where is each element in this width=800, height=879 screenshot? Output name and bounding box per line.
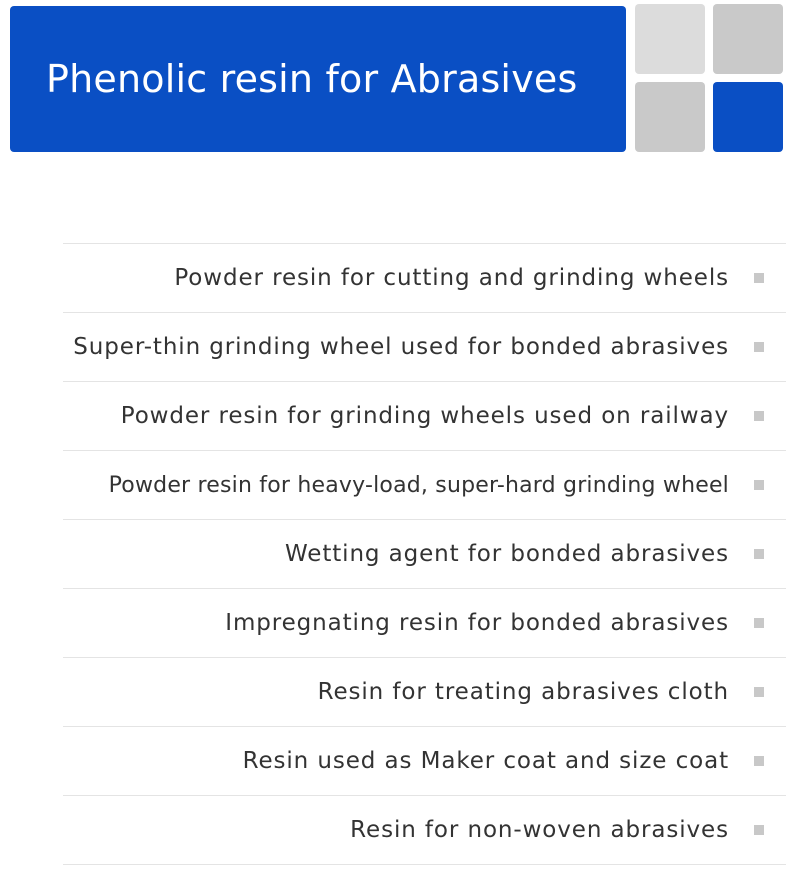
list-item[interactable] [63,451,786,520]
square-bullet-icon [754,549,764,559]
square-bullet-icon [754,825,764,835]
page-title: Phenolic resin for Abrasives [46,57,578,101]
square-bullet-icon [754,342,764,352]
list-item-label: Impregnating resin for bonded abrasives [225,610,729,636]
list-item[interactable] [63,727,786,796]
list-item-label: Resin used as Maker coat and size coat [242,748,729,774]
list-item[interactable] [63,796,786,865]
list-item[interactable] [63,244,786,313]
decorative-tile-bottom-right [713,82,783,152]
decorative-tile-top-left [635,4,705,74]
list-item-label: Super-thin grinding wheel used for bonded abrasives [73,334,729,360]
square-bullet-icon [754,273,764,283]
header-banner [10,6,626,152]
list-item[interactable] [63,520,786,589]
square-bullet-icon [754,618,764,628]
list-item[interactable] [63,382,786,451]
list-item[interactable] [63,658,786,727]
decorative-tile-top-right [713,4,783,74]
square-bullet-icon [754,411,764,421]
list-item-label: Powder resin for cutting and grinding wheels [174,265,729,291]
square-bullet-icon [754,687,764,697]
list-item[interactable] [63,589,786,658]
product-list [63,243,786,865]
decorative-tile-bottom-left [635,82,705,152]
square-bullet-icon [754,756,764,766]
square-bullet-icon [754,480,764,490]
list-item-label: Resin for treating abrasives cloth [317,679,729,705]
list-item-label: Powder resin for heavy-load, super-hard grinding wheel [108,472,729,498]
list-item-label: Resin for non-woven abrasives [350,817,729,843]
list-item-label: Powder resin for grinding wheels used on railway [120,403,729,429]
list-item-label: Wetting agent for bonded abrasives [284,541,729,567]
list-item[interactable] [63,313,786,382]
